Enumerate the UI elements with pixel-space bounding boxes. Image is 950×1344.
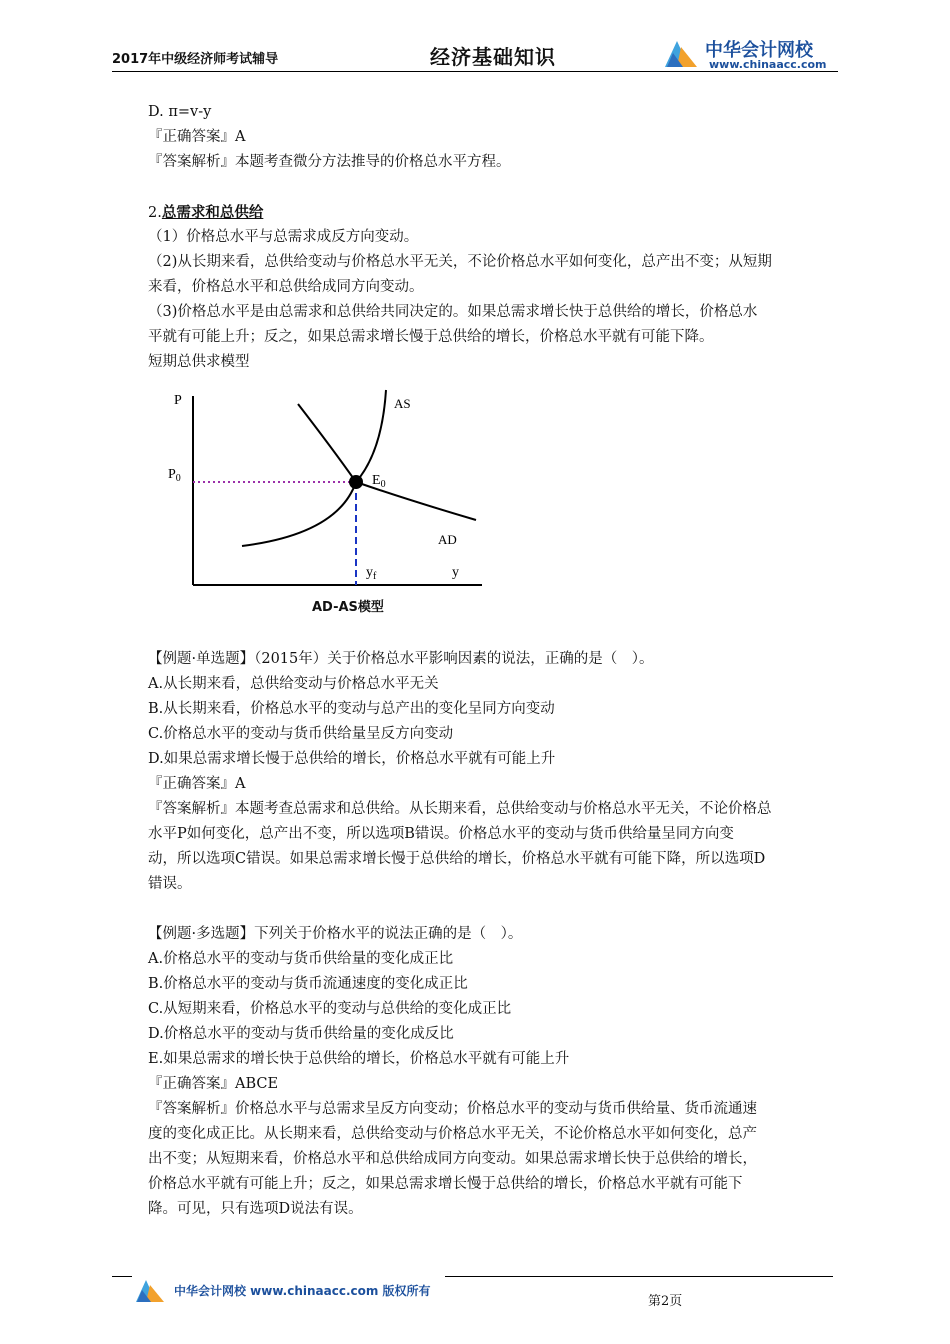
label-y: y bbox=[452, 565, 459, 580]
q1-correct-answer: 『正确答案』A bbox=[148, 776, 246, 792]
label-yf bbox=[366, 565, 377, 582]
header-logo[interactable] bbox=[663, 36, 838, 74]
paragraph-2-line-2: 来看，价格总水平和总供给成同方向变动。 bbox=[148, 279, 424, 295]
q2-option-d: D.价格总水平的变动与货币供给量的变化成反比 bbox=[148, 1026, 454, 1042]
paragraph-1: （1）价格总水平与总需求成反方向变动。 bbox=[148, 229, 419, 245]
label-p0-letter: P bbox=[168, 467, 176, 482]
answer-explanation: 『答案解析』本题考查微分方法推导的价格总水平方程。 bbox=[148, 154, 511, 170]
page-number: 第2页 bbox=[648, 1294, 683, 1309]
logo-mark-icon bbox=[663, 39, 703, 71]
q1-explanation-line-3: 动，所以选项C错误。如果总需求增长慢于总供给的增长，价格总水平就有可能下降，所以选项D bbox=[148, 851, 766, 867]
q2-explanation-line-3: 出不变；从短期来看，价格总水平和总供给成同方向变动。如果总需求增长快于总供给的增长， bbox=[148, 1151, 757, 1167]
q2-correct-answer: 『正确答案』ABCE bbox=[148, 1076, 279, 1092]
logo-name: 中华会计网校 bbox=[705, 40, 813, 61]
q1-option-a: A.从长期来看，总供给变动与价格总水平无关 bbox=[148, 676, 439, 692]
label-p: P bbox=[174, 393, 182, 408]
q2-explanation-line-1: 『答案解析』价格总水平与总需求呈反方向变动；价格总水平的变动与货币供给量、货币流通速 bbox=[148, 1101, 757, 1117]
label-e0-subscript: 0 bbox=[380, 479, 386, 490]
q2-explanation-line-2: 度的变化成正比。从长期来看，总供给变动与价格总水平无关，不论价格总水平如何变化，总产 bbox=[148, 1126, 757, 1142]
q2-option-a: A.价格总水平的变动与货币供给量的变化成正比 bbox=[148, 951, 454, 967]
paragraph-3-line-2: 平就有可能上升；反之，如果总需求增长慢于总供给的增长，价格总水平就有可能下降。 bbox=[148, 329, 714, 345]
figure-caption: AD-AS模型 bbox=[312, 600, 384, 615]
q2-heading: 【例题·多选题】下列关于价格水平的说法正确的是（ ）。 bbox=[148, 926, 523, 942]
label-e0-letter: E bbox=[372, 473, 381, 488]
q2-option-b: B.价格总水平的变动与货币流通速度的变化成正比 bbox=[148, 976, 468, 992]
q2-option-c: C.从短期来看，价格总水平的变动与总供给的变化成正比 bbox=[148, 1001, 512, 1017]
label-ad: AD bbox=[438, 532, 457, 547]
figure-heading: 短期总供求模型 bbox=[148, 354, 250, 370]
label-p0-subscript: 0 bbox=[175, 473, 181, 484]
section-title: 总需求和总供给 bbox=[161, 204, 264, 221]
label-yf-letter: y bbox=[366, 565, 373, 580]
as-curve bbox=[298, 390, 386, 482]
ad-as-diagram bbox=[160, 382, 490, 592]
paragraph-3-line-1: （3)价格总水平是由总需求和总供给共同决定的。如果总需求增长快于总供给的增长，价格总水 bbox=[148, 304, 758, 320]
header-course-title: 2017年中级经济师考试辅导 bbox=[112, 52, 279, 67]
q1-option-b: B.从长期来看，价格总水平的变动与总产出的变化呈同方向变动 bbox=[148, 701, 555, 717]
label-yf-subscript: f bbox=[373, 571, 377, 582]
section-heading bbox=[148, 200, 838, 226]
q2-option-e: E.如果总需求的增长快于总供给的增长，价格总水平就有可能上升 bbox=[148, 1051, 570, 1067]
q1-option-c: C.价格总水平的变动与货币供给量呈反方向变动 bbox=[148, 726, 454, 742]
label-e0 bbox=[372, 473, 386, 490]
label-as: AS bbox=[394, 396, 411, 411]
q1-heading: 【例题·单选题】（2015年）关于价格总水平影响因素的说法，正确的是（ ）。 bbox=[148, 651, 654, 667]
q1-option-d: D.如果总需求增长慢于总供给的增长，价格总水平就有可能上升 bbox=[148, 751, 556, 767]
equilibrium-point bbox=[349, 475, 363, 489]
footer-logo-icon bbox=[134, 1278, 170, 1304]
footer-copyright: 中华会计网校 www.chinaacc.com 版权所有 bbox=[174, 1284, 431, 1298]
header-divider bbox=[112, 71, 838, 72]
q1-explanation-line-4: 错误。 bbox=[148, 876, 192, 892]
correct-answer: 『正确答案』A bbox=[148, 129, 246, 145]
section-number: 2. bbox=[148, 205, 162, 221]
label-p0 bbox=[168, 467, 181, 484]
option-d-formula: D. π=v-y bbox=[148, 104, 212, 120]
q1-explanation-line-2: 水平P如何变化，总产出不变，所以选项B错误。价格总水平的变动与货币供给量呈同方向变 bbox=[148, 826, 734, 842]
footer-divider-left bbox=[112, 1276, 132, 1277]
header-subject: 经济基础知识 bbox=[430, 45, 556, 69]
q2-explanation-line-4: 价格总水平就有可能上升；反之，如果总需求增长慢于总供给的增长，价格总水平就有可能下 bbox=[148, 1176, 743, 1192]
page-header bbox=[112, 36, 838, 76]
footer-divider bbox=[445, 1276, 833, 1277]
q2-explanation-line-5: 降。可见，只有选项D说法有误。 bbox=[148, 1201, 363, 1217]
paragraph-2-line-1: （2)从长期来看，总供给变动与价格总水平无关，不论价格总水平如何变化，总产出不变；从短期 bbox=[148, 254, 772, 270]
logo-url[interactable]: www.chinaacc.com bbox=[709, 58, 827, 71]
q1-explanation-line-1: 『答案解析』本题考查总需求和总供给。从长期来看，总供给变动与价格总水平无关，不论价格总 bbox=[148, 801, 772, 817]
